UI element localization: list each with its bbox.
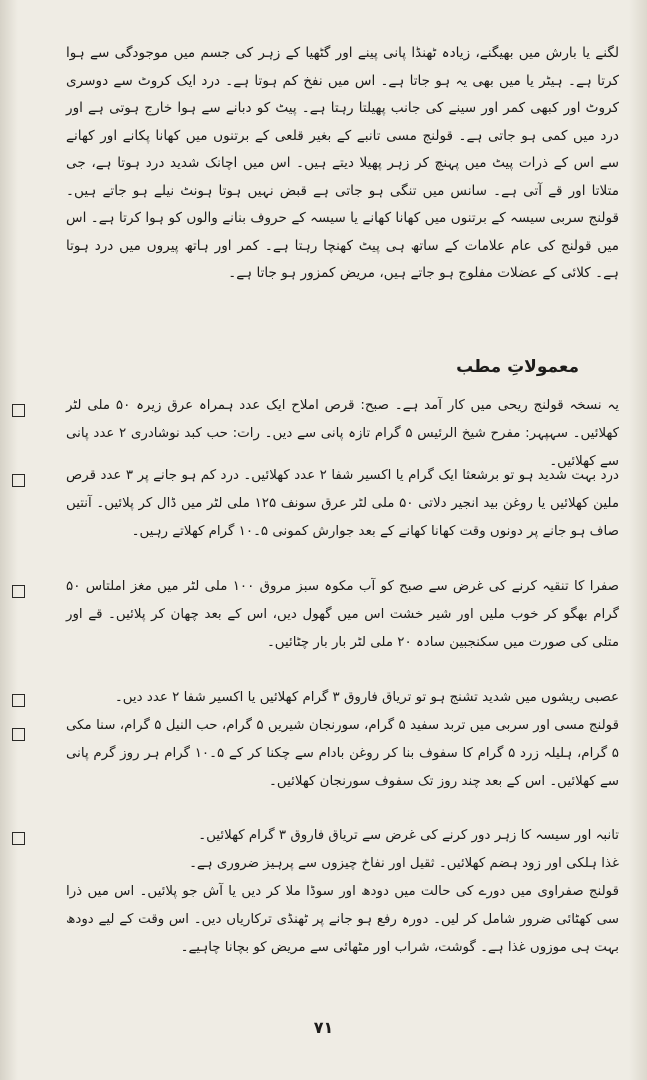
checkbox-icon[interactable] [12,585,25,598]
checklist-item [66,712,619,796]
diet-note [66,850,619,878]
checkbox-icon[interactable] [12,474,25,487]
checklist-text: یہ نسخہ قولنج ریحی میں کار آمد ہے۔ صبح: قرص املاح ایک عدد ہمراہ عرق زیرہ ۵۰ ملی لٹر کھلائیں۔ سہپہر: مفرح شیخ الرئیس ۵ گرام تازہ پانی سے دیں۔ رات: حب کبد نوشادری ۲ عدد پانی سے کھلائیں۔ [66,398,619,469]
page-number: ۷۱ [313,1018,334,1037]
page-edge-shadow [0,0,18,1080]
checkbox-icon[interactable] [12,404,25,417]
diet-note-text: غذا ہلکی اور زود ہضم کھلائیں۔ ثقیل اور نفاخ چیزوں سے پرہیز ضروری ہے۔ [189,856,619,871]
closing-paragraph [66,878,619,962]
intro-paragraph: لگنے یا بارش میں بھیگنے، زیادہ ٹھنڈا پانی پینے اور گٹھیا کے زہر کی جسم میں موجودگی سے ہوا کرتا ہے۔ ہیٹر یا میں بھی یہ ہو جاتا ہے۔ اس میں نفخ کم ہوتا ہے۔ درد ایک کروٹ سے دوسری کروٹ اور کبھی کمر اور سینے کی جانب پھیلتا رہتا ہے۔ پیٹ کو دبانے سے ہوا خارج ہوتی ہے اور درد میں کمی ہو جاتی ہے۔ قولنج مسی تانبے کے بغیر قلعی کے برتنوں میں کھانا پکانے اور کھانے سے اس کے ذرات پیٹ میں پہنچ کر زہر پھیلا دیتے ہیں۔ اس میں اچانک شدید درد ہوتا ہے، جی متلاتا اور قے آتی ہے۔ سانس میں تنگی ہو جاتی ہے قبض نہیں ہوتا ہونٹ نیلے ہو جاتے ہیں۔ قولنج سربی سیسہ کے برتنوں میں کھانا کھانے یا سیسہ کے حروف بنانے والوں کو ہوا کرتا ہے۔ اس میں قولنج کی عام علامات کے ساتھ ہی پیٹ کھنچا رہتا ہے۔ کمر اور ہاتھ پیروں میں درد ہوتا ہے۔ کلائی کے عضلات مفلوج ہو جاتے ہیں، مریض کمزور ہو جاتا ہے۔ [66,45,619,281]
checkbox-icon[interactable] [12,728,25,741]
checkbox-icon[interactable] [12,832,25,845]
checklist-item [66,573,619,657]
checklist-item [66,462,619,546]
checklist-item [66,822,619,850]
checklist-text: عصبی ریشوں میں شدید تشنج ہو تو تریاق فاروق ۳ گرام کھلائیں یا اکسیر شفا ۲ عدد دیں۔ [114,690,619,705]
checklist-text: درد بہت شدید ہو تو برشعثا ایک گرام یا اکسیر شفا ۲ عدد کھلائیں۔ درد کم ہو جانے پر ۳ عدد قرص ملین کھلائیں یا روغن بید انجیر دلاتی ۵۰ ملی لٹر عرق سونف ۱۲۵ ملی لٹر میں ڈال کر پلائیں۔ آنتیں صاف ہو جانے پر دونوں وقت کھانا کھانے کے بعد جوارش کمونی ۵۔۱۰ گرام کھلاتے رہیں۔ [66,468,620,539]
section-heading: معمولاتِ مطب [456,357,579,377]
checklist-text: قولنج مسی اور سربی میں تربد سفید ۵ گرام، سورنجان شیریں ۵ گرام، حب النیل ۵ گرام، سنا مکی ۵ گرام، ہلیلہ زرد ۵ گرام کا سفوف بنا کر روغن بادام سے چکنا کر کے ۵۔۱۰ گرام ہر روز گرم پانی سے کھلائیں۔ اس کے بعد چند روز تک سفوف سورنجان کھلائیں۔ [66,718,619,789]
page-edge-shadow [629,0,647,1080]
checklist-item [66,684,619,712]
checkbox-icon[interactable] [12,694,25,707]
closing-paragraph-text: قولنج صفراوی میں دورے کی حالت میں دودھ اور سوڈا ملا کر دیں یا آش جو پلائیں۔ اس میں ذرا سی کھٹائی ضرور شامل کر لیں۔ دورہ رفع ہو جانے پر ٹھنڈی ترکاریاں دیں۔ اس وقت کے لیے دودھ بہت ہی موزوں غذا ہے۔ گوشت، شراب اور مٹھائی سے مریض کو بچانا چاہیے۔ [66,884,619,955]
checklist-text: صفرا کا تنقیہ کرنے کی غرض سے صبح کو آب مکوہ سبز مروق ۱۰۰ ملی لٹر میں مغز املتاس ۵۰ گرام بھگو کر خوب ملیں اور شیر خشت اس میں گھول دیں، اس کے بعد چھان کر پلائیں۔ قے اور متلی کی صورت میں سکنجبین سادہ ۲۰ ملی لٹر بار بار چٹائیں۔ [66,579,619,650]
checklist-text: تانبہ اور سیسہ کا زہر دور کرنے کی غرض سے تریاق فاروق ۳ گرام کھلائیں۔ [198,828,619,843]
